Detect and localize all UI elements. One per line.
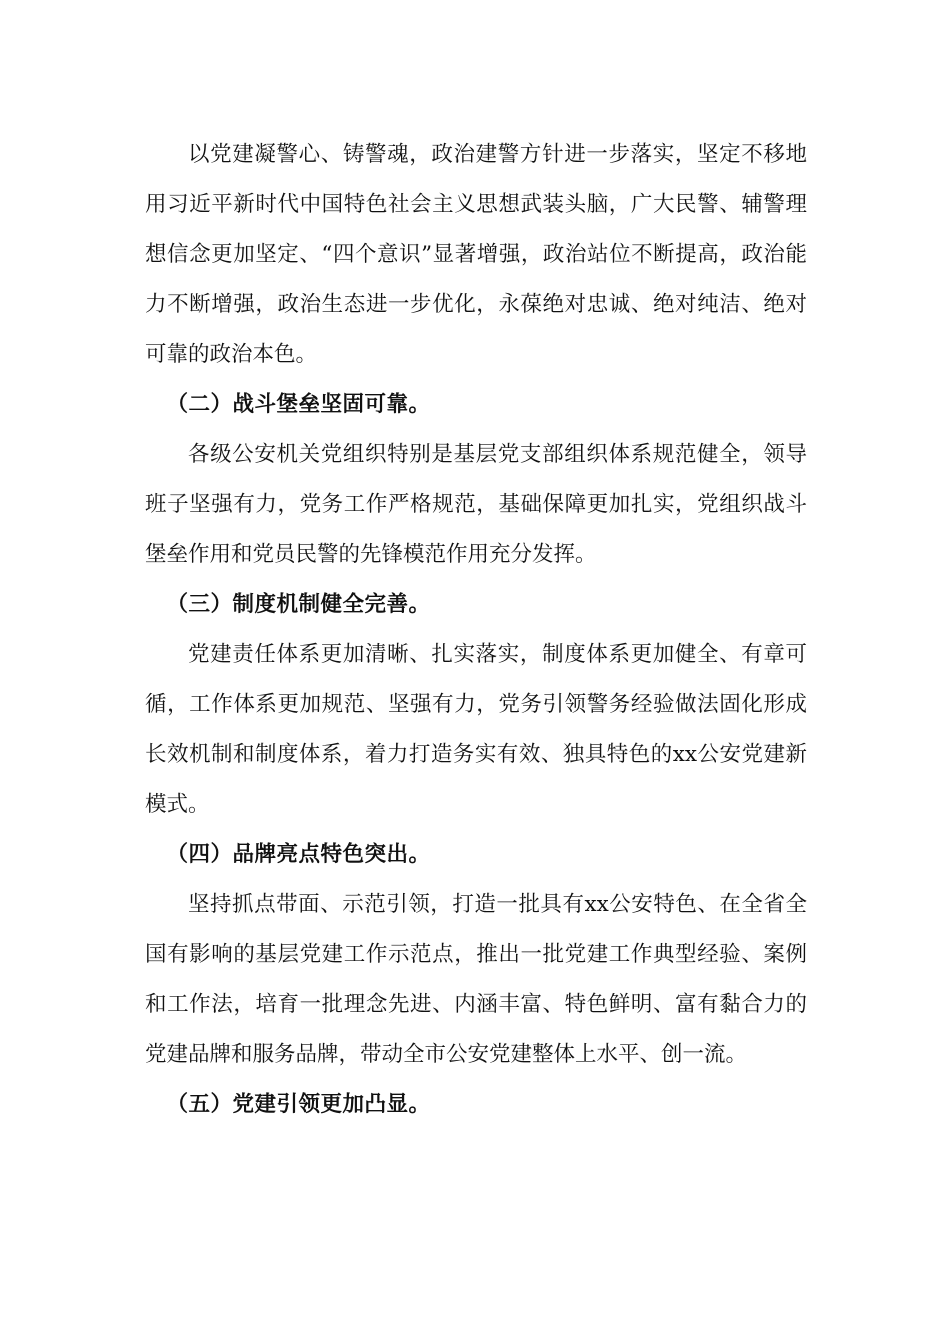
heading-section-2: （二）战斗堡垒坚固可靠。: [166, 392, 431, 417]
paragraph-party-organization: 各级公安机关党组织特别是基层党支部组织体系规范健全，领导班子坚强有力，党务工作严格规范，基础保障更加扎实，党组织战斗堡垒作用和党员民警的先锋模范作用充分发挥。: [145, 442, 807, 567]
heading-section-4: （四）品牌亮点特色突出。: [166, 842, 431, 867]
paragraph-brand-highlights: 坚持抓点带面、示范引领，打造一批具有xx公安特色、在全省全国有影响的基层党建工作示范点，推出一批党建工作典型经验、案例和工作法，培育一批理念先进、内涵丰富、特色鲜明、富有黏合力的党建品牌和服务品牌，带动全市公安党建整体上水平、创一流。: [145, 892, 807, 1067]
heading-section-3: （三）制度机制健全完善。: [166, 592, 431, 617]
paragraph-political-building: 以党建凝警心、铸警魂，政治建警方针进一步落实，坚定不移地用习近平新时代中国特色社会主义思想武装头脑，广大民警、辅警理想信念更加坚定、“四个意识”显著增强，政治站位不断提高，政治能力不断增强，政治生态进一步优化，永葆绝对忠诚、绝对纯洁、绝对可靠的政治本色。: [145, 142, 807, 367]
paragraph-system-mechanism: 党建责任体系更加清晰、扎实落实，制度体系更加健全、有章可循，工作体系更加规范、坚强有力，党务引领警务经验做法固化形成长效机制和制度体系，着力打造务实有效、独具特色的xx公安党建新模式。: [145, 642, 807, 817]
document-body: [145, 130, 807, 1130]
heading-section-5: （五）党建引领更加凸显。: [166, 1092, 431, 1117]
